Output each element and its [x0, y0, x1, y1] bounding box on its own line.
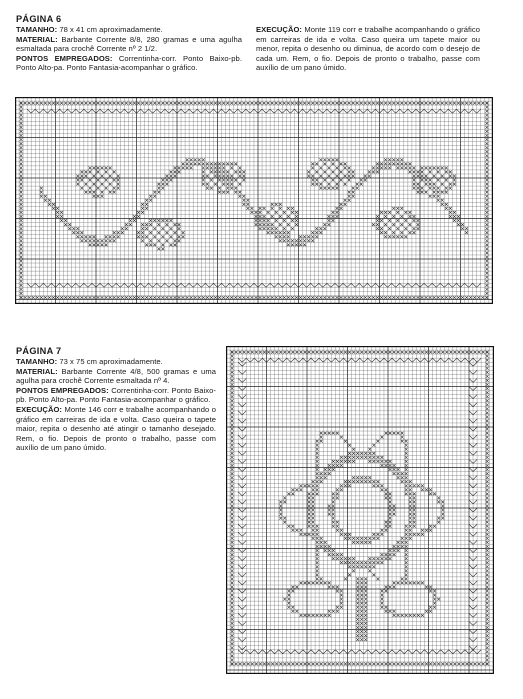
page7-size-label: TAMANHO: — [16, 357, 58, 366]
page7-execution — [16, 405, 216, 453]
page6-instructions-right — [256, 25, 480, 73]
page6-material — [16, 35, 242, 54]
page6-execution-label: EXECUÇÃO: — [256, 25, 303, 34]
page6-stitches-label: PONTOS EMPREGADOS: — [16, 53, 113, 63]
page7-size-value: 73 x 75 cm aproximadamente. — [59, 357, 163, 366]
page7-crochet-chart — [226, 346, 494, 674]
chart-grid — [226, 346, 494, 674]
page6-chart-svg — [15, 97, 493, 304]
page7-instructions — [16, 346, 216, 453]
page6-execution — [256, 25, 480, 73]
page6-size-value: 78 x 41 cm aproximadamente. — [59, 25, 163, 34]
page6-crochet-chart — [15, 97, 493, 304]
page7-material-label: MATERIAL: — [16, 366, 58, 376]
chart-grid — [15, 97, 493, 304]
page7-stitches — [16, 386, 216, 405]
page6-material-value: Barbante Corrente 8/8, 280 gramas e uma agulha esmaltada para crochê Corrente nº 2 1/2. — [16, 34, 242, 54]
page6-material-label: MATERIAL: — [16, 34, 58, 44]
page7-material-value: Barbante Corrente 4/8, 500 gramas e uma agulha para crochê Corrente esmaltada nº 4. — [16, 366, 216, 386]
page6-stitches-value: Correntinha-corr. Ponto Baixo-pb. Ponto Alto-pa. Ponto Fantasia-acompanhar o gráfico. — [16, 53, 242, 73]
page7-stitches-value: Correntinha-corr. Ponto Baixo-pb. Ponto Alto-pa. Ponto Fantasia-acompanhar o gráfico. — [16, 385, 216, 405]
page7-stitches-label: PONTOS EMPREGADOS: — [16, 385, 109, 395]
page7-execution-value: Monte 146 corr e trabalhe acompanhando o gráfico em carreiras de ida e volta. Caso queira o tapete maior, repita o desenho até atingir o tamanho desejado. Rem, o fio. Depois de pronto o trabalho, passe com auxílio de um pano úmido. — [16, 404, 216, 453]
page6-size-label: TAMANHO: — [16, 25, 58, 34]
page6-title: PÁGINA 6 — [16, 14, 62, 24]
page6-instructions-left — [16, 14, 242, 73]
page7-material — [16, 367, 216, 386]
page7-title: PÁGINA 7 — [16, 346, 62, 356]
page6-stitches — [16, 54, 242, 73]
page7-execution-label: EXECUÇÃO: — [16, 404, 63, 414]
page6-size — [16, 25, 242, 35]
page7-size — [16, 357, 216, 367]
page6-execution-value: Monte 119 corr e trabalhe acompanhando o gráfico em carreiras de ida e volta. Caso queira um tapete maior ou menor, repita o desenho ou diminua, de acordo com o desejo de cada um. Rem, o fio. Depois de pronto o trabalho, passe com auxílio de um pano úmido. — [256, 25, 480, 73]
page7-chart-svg — [226, 346, 494, 674]
